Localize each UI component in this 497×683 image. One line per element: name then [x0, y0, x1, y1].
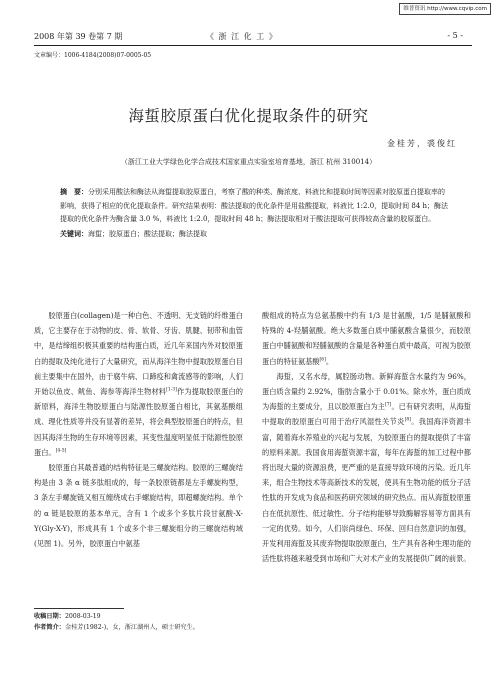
footnote-rule [34, 608, 124, 609]
citation: [8] [404, 418, 411, 424]
received-label: 收稿日期： [34, 613, 65, 620]
authors: 金桂芳，裘俊红 [387, 139, 457, 148]
citation: [4-5] [55, 448, 67, 454]
author-bio-value: 金桂芳(1982-)，女，浙江湖州人，硕士研究生。 [64, 624, 199, 631]
abstract-paragraph [60, 185, 450, 227]
affiliation: （浙江工业大学绿色化学合成技术国家重点实验室培育基地，浙江 杭州 310014） [120, 158, 377, 166]
paragraph [262, 308, 471, 369]
received-date [34, 611, 244, 622]
journal-issue: 2008 年第 39 卷第 7 期 [34, 32, 123, 41]
citation: [6] [319, 357, 326, 363]
abstract-text: 分别采用酸法和酶法从海蜇提取胶原蛋白，考察了酸的种类、酶浓度、料液比和提取时间等因素对胶原蛋白提取率的影响，获得了相应的优化提取条件。研究结果表明：酸法提取的优化条件是用盐酸提取，料液比 1:2.0，提取时间 84 h；酶法提取的优化条件为酶含量 3.0 %，料液比 1:2.0，提取时间 48 h；酶法提取相对于酸法提取可获得较高含量的胶原蛋白。 [60, 188, 449, 224]
paragraph [262, 369, 471, 567]
article-id: 文章编号：1006-4184(2008)07-0005-05 [34, 52, 152, 59]
paragraph-text: 海蜇，又名水母，属腔肠动物。新鲜海蜇含水量约为 96%，蛋白质含量约 2.92%，脂肪含量小于 0.01%。除水外，蛋白质成为海蜇的主要成分，且以胶原蛋白为主 [262, 371, 471, 412]
author-bio [34, 622, 244, 633]
abstract-label: 摘 要： [60, 187, 88, 196]
citation: [7] [385, 402, 392, 408]
paragraph-text: 作为提取胶原蛋白的新原料，海洋生物胶原蛋白与陆源性胶原蛋白相比，其氨基酸组成、理化性质等并没有显著的差异，将会典型胶原蛋白的特点，但因其海洋生物的生存环境等因素，其变性温度明显低于陆源性胶原蛋白。 [34, 387, 243, 457]
keywords-text: 海蜇；胶原蛋白；酸法提取；酶法提取 [88, 229, 207, 238]
keywords-line [60, 227, 450, 242]
body-column-left [34, 308, 243, 551]
author-bio-label: 作者简介： [34, 624, 65, 631]
keywords-label: 关键词： [60, 228, 88, 238]
paragraph-text: 。我国海洋资源丰富，随着海水养殖业的兴起与发展，为胶原蛋白的提取提供了丰富的原料来源。我国食用海蜇资源丰富，每年在海蜇的加工过程中都将出现大量的资源浪费，更严重的是直接导致环境的污染。近几年来，组合生物技术等高新技术的发展，使具有生物功能的低分子活性肽的开发成为食品和医药研究领域的研究热点。而从海蜇胶原蛋白在低抗原性、低过敏性、分子结构能够导致酶解容易等方面具有一定的优势。如今，人们崇尚绿色、环保、回归自然意识的加强，开发利用海蜇及其废弃物提取胶原蛋白，生产具有各种生理功能的活性肽将越来越受到市场和广大对术产业的发展提供广阔的前景。 [262, 417, 471, 564]
paragraph-text: 酸组成的特点为总氨基酸中约有 1/3 是甘氨酸，1/5 是脯氨酸和特殊的 4-羟脯氨酸。绝大多数蛋白质中脯氨酸含量很少，而胶原蛋白中脯氨酸和羟脯氨酸的含量是各种蛋白质中最高，可视为胶原蛋白的特征氨基酸 [262, 311, 471, 366]
paragraph: 胶原蛋白其最普通的结构特征是三螺旋结构。胶原的三螺旋结构是由 3 条 α 链多肽组成的，每一条胶原链都是左手螺旋构型，3 条左手螺旋链又相互缠绕成右手螺旋结构，即超螺旋结构。单个的 α 链是胶原的基本单元，含有 1 个或多个多肽片段甘氨酸-X-Y(Gly-X-Y)，形成具有 1 个或多个非三螺旋组分的三螺旋结构域(见图 1)。另外，胶原蛋白中氨基 [34, 463, 243, 549]
paragraph-text: 。已有研究表明，从海蜇中提取的胶原蛋白可用于治疗风湿性关节炎 [262, 402, 471, 427]
received-value: 2008-03-19 [64, 613, 101, 620]
journal-name: 《 浙 江 化 工 》 [206, 32, 278, 41]
paragraph [34, 308, 243, 460]
body-column-right [262, 308, 471, 566]
abstract-block [60, 185, 450, 241]
footnotes [34, 611, 244, 633]
citation: [1-3] [166, 387, 177, 393]
page-number: - 5 - [447, 31, 463, 40]
header-rule [34, 45, 472, 46]
article-title: 海蜇胶原蛋白优化提取条件的研究 [128, 107, 369, 125]
paragraph-text: 胶原蛋白(collagen)是一种白色、不透明、无支链的纤维蛋白质，它主要存在于动物的皮、骨、软骨、牙齿、肌腱、韧带和血管中，是结缔组织极其重要的结构蛋白质，近几年来国内外对胶原蛋白的提取及纯化进行了大量研究，而从海洋生物中提取胶原蛋白目前主要集中在国外，由于腐牛病、口蹄疫和禽流感等的影响，人们开始以鱼皮、鱿鱼、海参等海洋生物材料 [34, 311, 243, 397]
watermark-stamp: 维普资讯 http://www.cqvip.com [399, 3, 491, 15]
paragraph-text: 。 [325, 356, 334, 366]
